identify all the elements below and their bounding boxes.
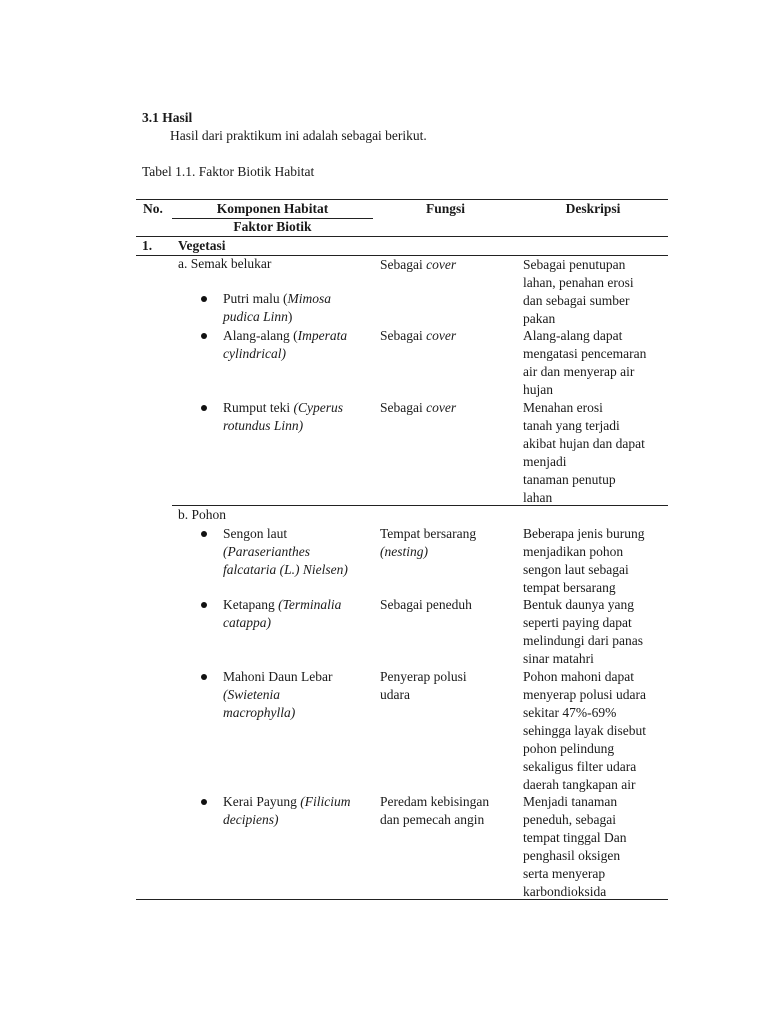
species-description: Menjadi tanaman peneduh, sebagai tempat tinggal Dan penghasil oksigen serta menyerap karbondioksida: [523, 794, 627, 899]
species-function: Tempat bersarang (nesting): [380, 526, 477, 559]
species-description: Alang-alang dapat mengatasi pencemaran air dan menyerap air hujan: [523, 328, 647, 397]
species-name: Kerai Payung (Filicium decipiens): [223, 794, 351, 827]
species-description: Pohon mahoni dapat menyerap polusi udara sekitar 47%-69% sehingga layak disebut pohon pelindung sekaligus filter udara daerah tangkapan air: [523, 669, 646, 792]
header-no: No.: [143, 201, 163, 216]
section-title: 3.1 Hasil: [142, 110, 193, 125]
species-function: Sebagai cover: [380, 328, 457, 343]
bullet-icon: [201, 674, 207, 680]
bullet-icon: [201, 799, 207, 805]
header-bottom-rule: [136, 236, 668, 237]
bullet-icon: [201, 531, 207, 537]
header-komponen-line2: Faktor Biotik: [233, 219, 312, 234]
subgroup-label-a: a. Semak belukar: [178, 256, 272, 271]
table-caption: Tabel 1.1. Faktor Biotik Habitat: [142, 164, 315, 179]
subgroup-label-b: b. Pohon: [178, 507, 227, 522]
species-function: Penyerap polusi udara: [380, 669, 467, 702]
species-name: Alang-alang (Imperata cylindrical): [223, 328, 348, 361]
species-name: Mahoni Daun Lebar (Swietenia macrophylla): [223, 669, 333, 720]
species-name: Sengon laut (Paraserianthes falcataria (L.) Nielsen): [223, 526, 348, 577]
species-description: Menahan erosi tanah yang terjadi akibat hujan dan dapat menjadi tanaman penutup lahan: [523, 400, 645, 505]
species-name: Putri malu (Mimosa pudica Linn): [223, 291, 331, 324]
species-description: Bentuk daunya yang seperti paying dapat melindungi dari panas sinar matahri: [523, 597, 643, 666]
bullet-icon: [201, 333, 207, 339]
species-description: Beberapa jenis burung menjadikan pohon sengon laut sebagai tempat bersarang: [523, 526, 645, 595]
group-number: 1.: [142, 238, 153, 253]
header-fungsi: Fungsi: [425, 201, 466, 216]
species-function: Peredam kebisingan dan pemecah angin: [380, 794, 490, 827]
species-name: Rumput teki (Cyperus rotundus Linn): [223, 400, 343, 433]
table-top-rule: [136, 199, 668, 200]
species-function: Sebagai cover: [380, 257, 457, 272]
species-description: Sebagai penutupan lahan, penahan erosi dan sebagai sumber pakan: [523, 257, 634, 326]
bullet-icon: [201, 405, 207, 411]
bullet-icon: [201, 296, 207, 302]
header-deskripsi: Deskripsi: [565, 201, 621, 216]
section-intro: Hasil dari praktikum ini adalah sebagai berikut.: [170, 128, 427, 143]
species-function: Sebagai cover: [380, 400, 457, 415]
species-function: Sebagai peneduh: [380, 597, 472, 612]
bullet-icon: [201, 602, 207, 608]
header-komponen-line1: Komponen Habitat: [216, 201, 329, 216]
group-name: Vegetasi: [178, 238, 226, 253]
species-name: Ketapang (Terminalia catappa): [223, 597, 342, 630]
